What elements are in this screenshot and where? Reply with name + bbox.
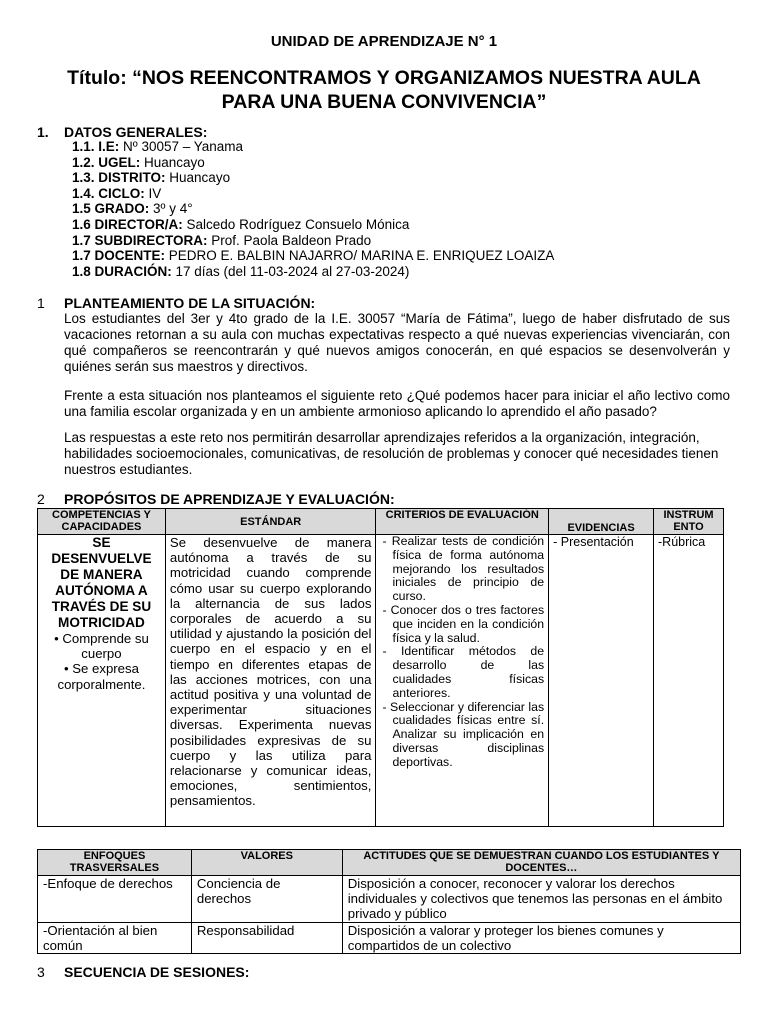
section-2-heading: PLANTEAMIENTO DE LA SITUACIÓN: [64, 295, 316, 311]
item-label: 1.6 DIRECTOR/A: [72, 216, 183, 232]
criterion-item: - Realizar tests de condición física de forma autónoma mejorando los resultados iniciales de principio de curso. [382, 534, 545, 604]
criterion-item: - Seleccionar y diferenciar las cualidades físicas entre sí. Analizar su implicación en diversas disciplinas deportivas. [382, 699, 545, 769]
header-instrument: INSTRUM ENTO [654, 509, 724, 535]
section-4-heading: SECUENCIA DE SESIONES: [64, 964, 250, 980]
situation-paragraph-1: Los estudiantes del 3er y 4to grado de la I.E. 30057 “María de Fátima”, luego de haber disfrutado de sus vacaciones retornan a su aula con muchas expectativas respecto a qué nuevas experiencias vivenciarán, con qué compañeros se reencontrarán y qué nuevos amigos conocerán, en qué espacios se desenvolverán y quiénes serán sus maestros y directivos. [64, 311, 730, 374]
item-label: 1.1. I.E: [72, 139, 120, 154]
general-item [72, 233, 554, 249]
item-label: 1.2. UGEL: [72, 154, 141, 170]
criterion-item: - Identificar métodos de desarrollo de las cualidades físicas anteriores. [382, 644, 545, 700]
criteria-cell [376, 535, 549, 827]
general-item [72, 201, 554, 217]
item-label: 1.4. CICLO: [72, 185, 145, 201]
approach-cell: -Orientación al bien común [38, 922, 192, 953]
item-label: 1.5 GRADO: [72, 201, 150, 217]
general-item [72, 248, 554, 264]
evidence-cell: - Presentación [549, 535, 654, 827]
item-label: 1.8 DURACIÓN: [72, 263, 172, 279]
item-label: 1.3. DISTRITO: [72, 170, 166, 186]
instrument-cell: -Rúbrica [654, 535, 724, 827]
transversal-approaches-table [37, 849, 741, 954]
standard-cell: Se desenvuelve de manera autónoma a través de su motricidad cuando comprende cómo usar su cuerpo explorando la alternancia de sus lados corporales de acuerdo a su utilidad y ajustando la posición del cuerpo en el espacio y en el tiempo en diferentes etapas de las acciones motrices, con una actitud positiva y una voluntad de experimentar situaciones diversas. Experimenta nuevas posibilidades expresivas de su cuerpo y las utiliza para relacionarse y comunicar ideas, emociones, sentimientos, pensamientos. [165, 535, 376, 827]
table-row [38, 876, 741, 923]
item-value: PEDRO E. BALBIN NAJARRO/ MARINA E. ENRIQUEZ LOAIZA [165, 248, 555, 264]
title-line-2: PARA UNA BUENA CONVIVENCIA” [221, 91, 547, 113]
general-item [72, 155, 554, 171]
title-line-1: Título: “NOS REENCONTRAMOS Y ORGANIZAMOS NUESTRA AULA [67, 67, 701, 89]
attitude-cell: Disposición a valorar y proteger los bienes comunes y compartidos de un colectivo [342, 922, 740, 953]
section-3-number: 2 [37, 491, 45, 507]
competency-title: SE DESENVUELVE DE MANERA AUTÓNOMA A TRAVÉS DE SU MOTRICIDAD [51, 535, 152, 630]
situation-paragraph-3: Las respuestas a este reto nos permitirán desarrollar aprendizajes referidos a la organización, integración, habilidades socioemocionales, comunicativas, de resolución de problemas y conocer qué necesidades tienen nuestros estudiantes. [64, 430, 719, 477]
general-item [72, 139, 554, 155]
criterion-item: - Conocer dos o tres factores que inciden en la condición física y la salud. [382, 602, 545, 645]
header-values: VALORES [191, 850, 342, 876]
item-label: 1.7 DOCENTE: [72, 248, 166, 264]
capacity-item: • Se expresa corporalmente. [57, 661, 146, 692]
section-2-number: 1 [37, 295, 45, 311]
value-cell: Conciencia de derechos [191, 876, 342, 923]
competency-cell [38, 535, 166, 827]
item-value: Nº 30057 – Yanama [119, 139, 244, 154]
item-value: Huancayo [140, 154, 205, 170]
header-evidence: EVIDENCIAS [549, 509, 654, 535]
item-label: 1.7 SUBDIRECTORA: [72, 232, 208, 248]
general-item [72, 264, 554, 280]
header-competencies: COMPETENCIAS Y CAPACIDADES [38, 509, 166, 535]
header-approaches: ENFOQUES TRASVERSALES [38, 850, 192, 876]
item-value: 17 días (del 11-03-2024 al 27-03-2024) [171, 263, 410, 279]
document-title [30, 66, 738, 114]
capacity-item: • Comprende su cuerpo [54, 631, 149, 662]
item-value: 3º y 4° [149, 201, 193, 217]
unit-heading: UNIDAD DE APRENDIZAJE N° 1 [270, 33, 498, 50]
header-criteria: CRITERIOS DE EVALUACIÓN [376, 509, 549, 535]
section-1-number: 1. [37, 124, 49, 140]
item-value: Prof. Paola Baldeon Prado [207, 232, 372, 248]
section-1-heading: DATOS GENERALES: [64, 124, 208, 140]
header-standard: ESTÁNDAR [165, 509, 376, 535]
header-attitudes: ACTITUDES QUE SE DEMUESTRAN CUANDO LOS ESTUDIANTES Y DOCENTES… [342, 850, 740, 876]
section-3-heading: PROPÓSITOS DE APRENDIZAJE Y EVALUACIÓN: [64, 491, 395, 507]
general-item [72, 186, 554, 202]
attitude-cell: Disposición a conocer, reconocer y valorar los derechos individuales y colectivos que tenemos las personas en el ámbito privado y público [342, 876, 740, 923]
general-item [72, 217, 554, 233]
item-value: Salcedo Rodríguez Consuelo Mónica [182, 216, 410, 232]
approach-cell: -Enfoque de derechos [38, 876, 192, 923]
general-data-list [72, 139, 554, 279]
table-row [38, 922, 741, 953]
situation-paragraph-2: Frente a esta situación nos planteamos el siguiente reto ¿Qué podemos hacer para iniciar el año lectivo como una familia escolar organizada y en un ambiente armonioso aplicando lo aprendido el año pasado? [64, 388, 730, 419]
general-item [72, 170, 554, 186]
item-value: Huancayo [165, 170, 231, 186]
value-cell: Responsabilidad [191, 922, 342, 953]
item-value: IV [144, 185, 162, 201]
section-4-number: 3 [37, 964, 45, 980]
learning-purposes-table [37, 508, 724, 827]
